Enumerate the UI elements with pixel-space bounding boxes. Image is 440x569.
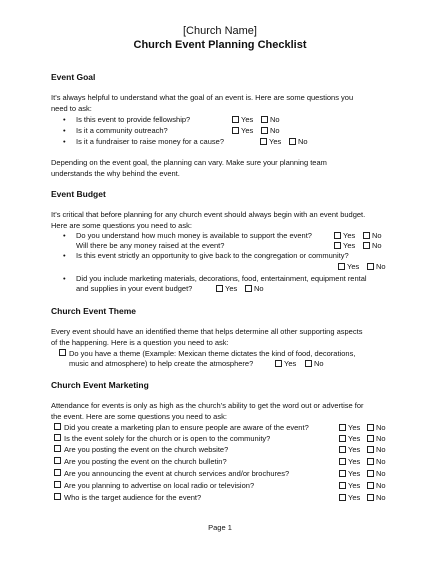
checkbox-icon bbox=[367, 446, 374, 453]
checklist-item bbox=[51, 137, 396, 148]
checkbox-icon bbox=[367, 494, 374, 501]
yes-option[interactable]: Yes bbox=[232, 115, 253, 126]
bullet: • bbox=[63, 115, 66, 124]
question-text: Is it a fundraiser to raise money for a cause? bbox=[76, 137, 224, 146]
checkbox-icon bbox=[216, 285, 223, 292]
checkbox-icon bbox=[232, 127, 239, 134]
checkbox-icon bbox=[367, 482, 374, 489]
checkbox-icon bbox=[289, 138, 296, 145]
no-option[interactable]: No bbox=[245, 284, 264, 295]
checkbox-icon bbox=[275, 360, 282, 367]
yes-option[interactable]: Yes bbox=[339, 469, 360, 480]
checkbox-icon bbox=[363, 232, 370, 239]
no-option[interactable]: No bbox=[289, 137, 308, 148]
question-text: Will there be any money raised at the event? bbox=[76, 241, 225, 250]
question-text: Is this event to provide fellowship? bbox=[76, 115, 191, 124]
no-option[interactable]: No bbox=[367, 434, 386, 445]
checkbox-icon bbox=[261, 116, 268, 123]
checkbox-icon bbox=[367, 263, 374, 270]
checkbox-icon bbox=[339, 482, 346, 489]
question-text: music and atmosphere) to help create the atmosphere? bbox=[69, 359, 254, 368]
checklist-item bbox=[51, 481, 396, 492]
checkbox-bullet-icon bbox=[54, 481, 63, 492]
checkbox-icon bbox=[367, 470, 374, 477]
yes-option[interactable]: Yes bbox=[232, 126, 253, 137]
checklist-item bbox=[51, 469, 396, 480]
bullet: • bbox=[63, 251, 66, 260]
checklist-item bbox=[51, 284, 396, 295]
checkbox-icon bbox=[338, 263, 345, 270]
section-heading-event-budget: Event Budget bbox=[51, 189, 106, 199]
yes-option[interactable]: Yes bbox=[338, 262, 359, 273]
yes-option[interactable]: Yes bbox=[260, 137, 281, 148]
checkbox-bullet-icon bbox=[54, 457, 63, 468]
checkbox-icon bbox=[339, 458, 346, 465]
question-text: Are you announcing the event at church services and/or brochures? bbox=[64, 469, 290, 478]
yes-option[interactable]: Yes bbox=[339, 423, 360, 434]
section-heading-event-marketing: Church Event Marketing bbox=[51, 380, 149, 390]
yes-option[interactable]: Yes bbox=[275, 359, 296, 370]
checkbox-icon bbox=[339, 435, 346, 442]
question-text: Is the event solely for the church or is open to the community? bbox=[64, 434, 271, 443]
bullet: • bbox=[63, 137, 66, 146]
church-name: [Church Name] bbox=[183, 25, 257, 37]
checkbox-icon bbox=[367, 458, 374, 465]
event-goal-intro: It’s always helpful to understand what the goal of an event is. Here are some questions you need to ask: bbox=[51, 93, 354, 113]
bullet: • bbox=[63, 274, 66, 283]
no-option[interactable]: No bbox=[367, 469, 386, 480]
bullet: • bbox=[63, 126, 66, 135]
checkbox-icon bbox=[339, 494, 346, 501]
question-text: Is it a community outreach? bbox=[76, 126, 168, 135]
checkbox-icon bbox=[260, 138, 267, 145]
no-option[interactable]: No bbox=[367, 423, 386, 434]
checklist-item bbox=[51, 231, 396, 242]
question-text: Are you posting the event on the church bulletin? bbox=[64, 457, 227, 466]
question-text: Are you planning to advertise on local radio or television? bbox=[64, 481, 255, 490]
question-text: Do you have a theme (Example: Mexican theme dictates the kind of food, decorations, bbox=[69, 349, 356, 358]
checklist-item bbox=[51, 359, 396, 370]
section-heading-event-goal: Event Goal bbox=[51, 72, 96, 82]
yes-option[interactable]: Yes bbox=[334, 231, 355, 242]
question-text: and supplies in your event budget? bbox=[76, 284, 193, 293]
checklist-item bbox=[51, 126, 396, 137]
page-number: Page 1 bbox=[208, 523, 232, 532]
bullet: • bbox=[63, 231, 66, 240]
checkbox-icon bbox=[367, 424, 374, 431]
checklist-item bbox=[51, 434, 396, 445]
checkbox-icon bbox=[245, 285, 252, 292]
checklist-item bbox=[51, 493, 396, 504]
no-option[interactable]: No bbox=[363, 241, 382, 252]
checkbox-icon bbox=[334, 242, 341, 249]
checkbox-icon bbox=[339, 446, 346, 453]
event-budget-intro: It’s critical that before planning for any church event should always begin with an event budget. Here are some questions you need to ask: bbox=[51, 210, 366, 230]
question-text: Is this event strictly an opportunity to give back to the congregation or community? bbox=[76, 251, 349, 260]
checklist-item bbox=[51, 349, 396, 360]
no-option[interactable]: No bbox=[261, 115, 280, 126]
event-marketing-intro: Attendance for events is only as high as the church’s ability to get the word out or advertise for the event. Here are some questions you need to ask: bbox=[51, 401, 364, 421]
yes-option[interactable]: Yes bbox=[216, 284, 237, 295]
checkbox-bullet-icon bbox=[59, 349, 68, 360]
checkbox-bullet-icon bbox=[54, 445, 63, 456]
checklist-item bbox=[51, 115, 396, 126]
checkbox-icon bbox=[305, 360, 312, 367]
question-text: Did you create a marketing plan to ensure people are aware of the event? bbox=[64, 423, 309, 432]
yes-option[interactable]: Yes bbox=[339, 493, 360, 504]
no-option[interactable]: No bbox=[363, 231, 382, 242]
section-heading-event-theme: Church Event Theme bbox=[51, 306, 137, 316]
yes-option[interactable]: Yes bbox=[334, 241, 355, 252]
checklist-item bbox=[51, 262, 396, 273]
no-option[interactable]: No bbox=[367, 493, 386, 504]
yes-option[interactable]: Yes bbox=[339, 434, 360, 445]
yes-option[interactable]: Yes bbox=[339, 481, 360, 492]
checklist-item bbox=[51, 241, 396, 252]
checklist-item bbox=[51, 457, 396, 468]
no-option[interactable]: No bbox=[367, 481, 386, 492]
checklist-item bbox=[51, 445, 396, 456]
no-option[interactable]: No bbox=[367, 457, 386, 468]
checklist-item bbox=[51, 423, 396, 434]
checkbox-bullet-icon bbox=[54, 423, 63, 434]
no-option[interactable]: No bbox=[305, 359, 324, 370]
document-title: Church Event Planning Checklist bbox=[133, 39, 307, 51]
no-option[interactable]: No bbox=[261, 126, 280, 137]
checkbox-icon bbox=[261, 127, 268, 134]
checkbox-icon bbox=[339, 470, 346, 477]
checkbox-bullet-icon bbox=[54, 469, 63, 480]
question-text: Who is the target audience for the event? bbox=[64, 493, 202, 502]
checkbox-bullet-icon bbox=[54, 434, 63, 445]
checkbox-icon bbox=[232, 116, 239, 123]
checkbox-icon bbox=[334, 232, 341, 239]
event-goal-outro: Depending on the event goal, the planning can vary. Make sure your planning team understands the why behind the event. bbox=[51, 158, 327, 178]
checkbox-icon bbox=[367, 435, 374, 442]
checkbox-icon bbox=[363, 242, 370, 249]
checkbox-icon bbox=[339, 424, 346, 431]
no-option[interactable]: No bbox=[367, 262, 386, 273]
checkbox-bullet-icon bbox=[54, 493, 63, 504]
question-text: Do you understand how much money is available to support the event? bbox=[76, 231, 312, 240]
document-header bbox=[0, 24, 440, 52]
checklist-item bbox=[51, 251, 396, 262]
question-text: Are you posting the event on the church website? bbox=[64, 445, 229, 454]
yes-option[interactable]: Yes bbox=[339, 457, 360, 468]
no-option[interactable]: No bbox=[367, 445, 386, 456]
question-text: Did you include marketing materials, decorations, food, entertainment, equipment rental bbox=[76, 274, 367, 283]
checklist-item bbox=[51, 274, 396, 285]
event-theme-intro: Every event should have an identified theme that helps determine all other supporting aspects of the happening. Here is a question you need to ask: bbox=[51, 327, 363, 347]
yes-option[interactable]: Yes bbox=[339, 445, 360, 456]
